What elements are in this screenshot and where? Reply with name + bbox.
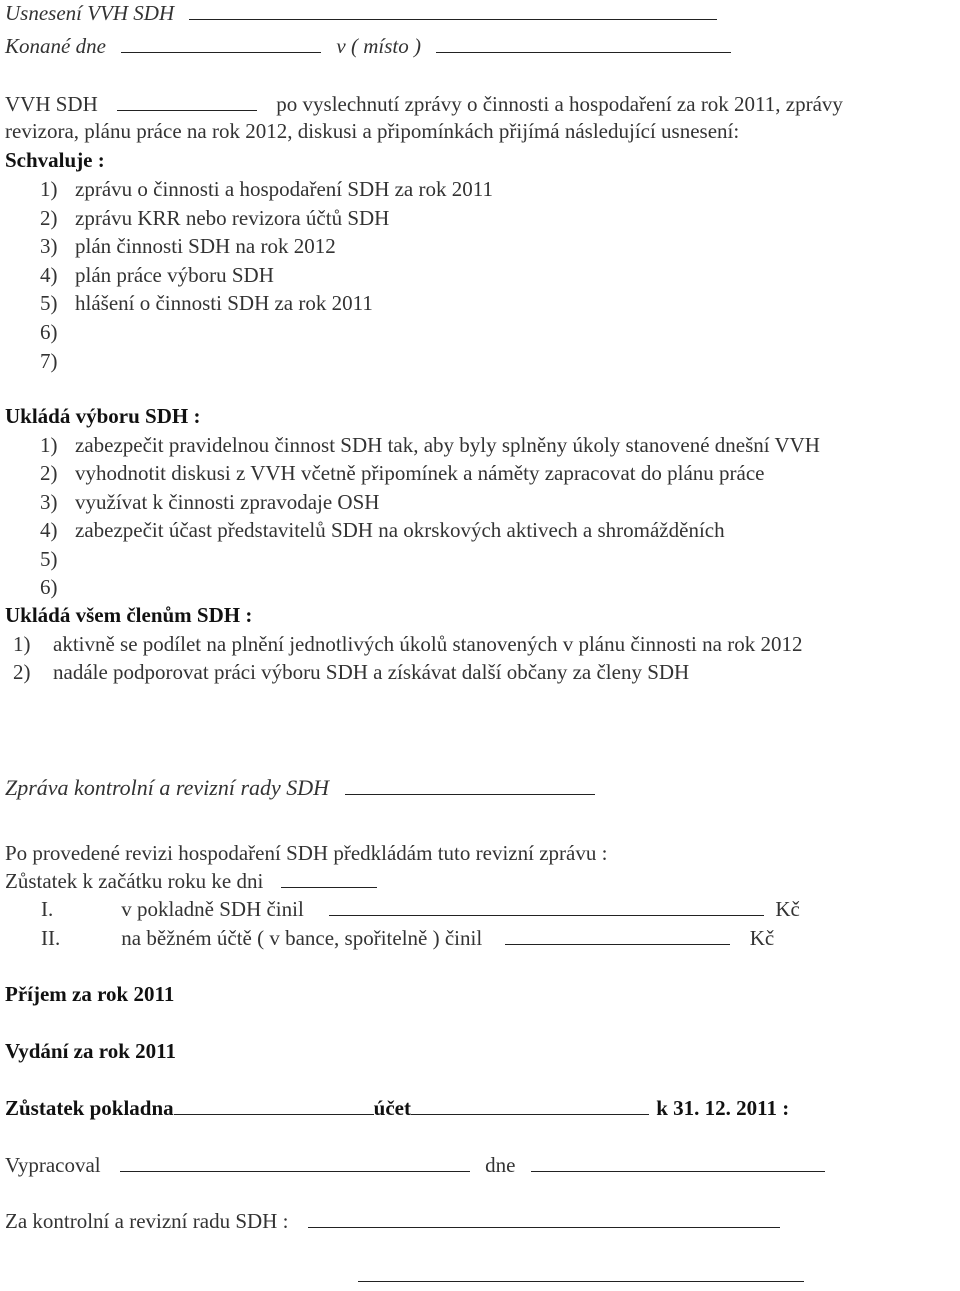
prepared-name-blank[interactable]: [120, 1153, 470, 1172]
income-heading: Příjem za rok 2011: [5, 982, 175, 1006]
balance-start-line: [5, 868, 377, 894]
members-item: 2) nadále podporovat práci výboru SDH a získávat další občany za členy SDH: [13, 660, 690, 684]
members-heading: Ukládá všem členům SDH :: [5, 603, 253, 627]
bank-line: II. na běžném účtě ( v bance, spořitelně ) činil Kč: [41, 926, 775, 950]
prepared-line: [5, 1152, 825, 1178]
prepared-date-blank[interactable]: [531, 1153, 825, 1172]
approves-item: 4) plán práce výboru SDH: [40, 263, 274, 287]
report-intro: Po provedené revizi hospodaření SDH předkládám tuto revizní zprávu :: [5, 841, 608, 865]
bank-currency: Kč: [749, 926, 775, 950]
approves-item: 7): [40, 349, 58, 373]
sdh-name-blank[interactable]: [117, 92, 257, 111]
committee-item: 3) využívat k činnosti zpravodaje OSH: [40, 490, 380, 514]
place-label: v ( místo ): [336, 34, 421, 58]
expenses-heading: Vydání za rok 2011: [5, 1039, 176, 1063]
board-line: [5, 1208, 780, 1234]
cash-amount-blank[interactable]: [329, 897, 764, 916]
report-title: Zpráva kontrolní a revizní rady SDH: [5, 775, 330, 800]
signature-line[interactable]: [358, 1281, 804, 1282]
account-label: účet: [373, 1096, 411, 1120]
approves-item: 1) zprávu o činnosti a hospodaření SDH za rok 2011: [40, 177, 493, 201]
committee-item: 4) zabezpečit účast představitelů SDH na okrskových aktivech a shromážděních: [40, 518, 725, 542]
intro-line-2: revizora, plánu práce na rok 2012, diskusi a připomínkách přijímá následující usnesení:: [5, 119, 740, 143]
intro-prefix: VVH SDH: [5, 92, 98, 116]
approves-heading: Schvaluje :: [5, 148, 105, 172]
approves-item: 5) hlášení o činnosti SDH za rok 2011: [40, 291, 373, 315]
approves-item: 3) plán činnosti SDH na rok 2012: [40, 234, 336, 258]
document-title-line: [5, 0, 717, 26]
title-blank[interactable]: [189, 1, 717, 20]
committee-item: 5): [40, 547, 58, 571]
balance-line: [5, 1095, 789, 1121]
intro-line-1: [5, 91, 843, 117]
report-title-line: [5, 775, 595, 801]
document-title: Usnesení VVH SDH: [5, 1, 175, 25]
prepared-label: Vypracoval: [5, 1153, 101, 1177]
date-word: dne: [485, 1153, 516, 1177]
members-item: 1) aktivně se podílet na plnění jednotlivých úkolů stanovených v plánu činnosti na rok 2012: [13, 632, 803, 656]
cash-currency: Kč: [775, 897, 800, 921]
approves-item: 2) zprávu KRR nebo revizora účtů SDH: [40, 206, 390, 230]
balance-date-label: k 31. 12. 2011 :: [656, 1096, 790, 1120]
balance-date-blank[interactable]: [281, 869, 377, 888]
cash-label: v pokladně SDH činil: [121, 897, 304, 921]
approves-item: 6): [40, 320, 58, 344]
date-blank[interactable]: [121, 34, 321, 53]
committee-heading: Ukládá výboru SDH :: [5, 404, 201, 428]
cash-balance-blank[interactable]: [174, 1096, 374, 1115]
bank-label: na běžném účtě ( v bance, spořitelně ) činil: [121, 926, 483, 950]
committee-item: 6): [40, 575, 58, 599]
report-title-blank[interactable]: [345, 776, 595, 795]
balance-start-label: Zůstatek k začátku roku ke dni: [5, 869, 264, 893]
place-blank[interactable]: [436, 34, 731, 53]
intro-text-1: po vyslechnutí zprávy o činnosti a hospodaření za rok 2011, zprávy: [276, 92, 843, 116]
account-balance-blank[interactable]: [411, 1096, 649, 1115]
held-line: [5, 33, 731, 59]
balance-label: Zůstatek pokladna: [5, 1096, 174, 1120]
cash-line: I. v pokladně SDH činil Kč: [41, 897, 800, 921]
board-signature-blank[interactable]: [308, 1209, 780, 1228]
committee-item: 2) vyhodnotit diskusi z VVH včetně připomínek a náměty zapracovat do plánu práce: [40, 461, 765, 485]
board-label: Za kontrolní a revizní radu SDH :: [5, 1209, 289, 1233]
bank-amount-blank[interactable]: [505, 926, 730, 945]
held-label: Konané dne: [5, 34, 106, 58]
committee-item: 1) zabezpečit pravidelnou činnost SDH tak, aby byly splněny úkoly stanovené dnešní VVH: [40, 433, 820, 457]
